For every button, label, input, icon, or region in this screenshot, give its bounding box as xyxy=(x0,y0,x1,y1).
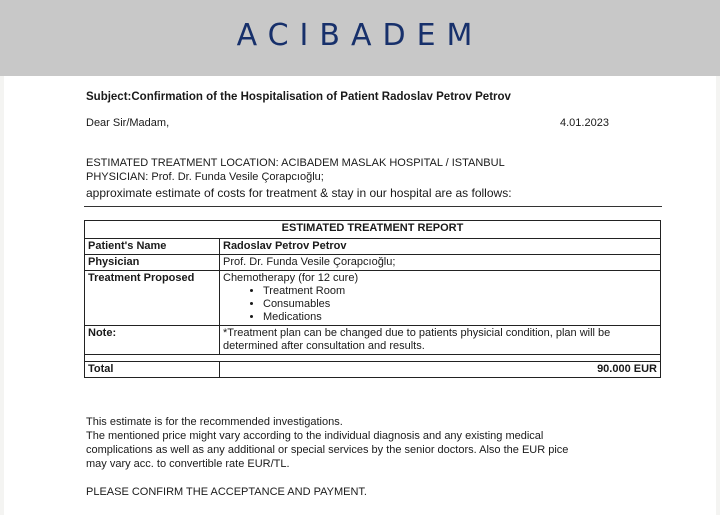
treatment-items-list xyxy=(223,285,657,324)
note-line-2: determined after consultation and results. xyxy=(223,340,425,352)
footer-line-3: complications as well as any additional or special services by the senior doctors. Also the EUR pice xyxy=(86,444,569,456)
treatment-cell xyxy=(220,271,661,326)
treatment-report-table xyxy=(84,220,661,378)
patient-name-label: Patient's Name xyxy=(85,239,220,255)
total-label: Total xyxy=(85,362,220,378)
list-item: • Consumables xyxy=(263,298,657,311)
treatment-label: Treatment Proposed xyxy=(85,271,220,326)
note-cell xyxy=(220,326,661,355)
footer-line-1: This estimate is for the recommended investigations. xyxy=(86,416,343,428)
greeting: Dear Sir/Madam, xyxy=(86,117,170,129)
total-value: 90.000 EUR xyxy=(220,362,661,378)
note-line-1: *Treatment plan can be changed due to patients physicial condition, plan will be xyxy=(223,327,611,339)
table-row xyxy=(85,362,661,378)
acibadem-logo: ACIBADEM xyxy=(236,18,484,53)
footer-line-4: may vary acc. to convertible rate EUR/TL. xyxy=(86,458,290,470)
list-item: • Treatment Room xyxy=(263,285,657,298)
subject-line: Subject:Confirmation of the Hospitalisation of Patient Radoslav Petrov Petrov xyxy=(86,91,511,103)
list-item: • Medications xyxy=(263,311,657,324)
note-label: Note: xyxy=(85,326,220,355)
footer-line-2: The mentioned price might vary according to the individual diagnosis and any existing medical xyxy=(86,430,544,442)
patient-name-value: Radoslav Petrov Petrov xyxy=(220,239,661,255)
treatment-location: ESTIMATED TREATMENT LOCATION: ACIBADEM MASLAK HOSPITAL / ISTANBUL xyxy=(86,157,505,169)
table-row xyxy=(85,255,661,271)
table-row xyxy=(85,221,661,239)
footer-confirmation: PLEASE CONFIRM THE ACCEPTANCE AND PAYMENT. xyxy=(86,486,367,498)
table-row xyxy=(85,271,661,326)
physician-value: Prof. Dr. Funda Vesile Çorapcıoğlu; xyxy=(220,255,661,271)
table-spacer xyxy=(85,355,661,362)
divider xyxy=(84,206,662,207)
table-row xyxy=(85,326,661,355)
report-title: ESTIMATED TREATMENT REPORT xyxy=(85,221,661,239)
letter-date: 4.01.2023 xyxy=(560,117,609,129)
physician-line: PHYSICIAN: Prof. Dr. Funda Vesile Çorapcıoğlu; xyxy=(86,171,324,183)
estimate-intro: approximate estimate of costs for treatment & stay in our hospital are as follows: xyxy=(86,186,512,200)
header-banner xyxy=(0,0,720,76)
table-row xyxy=(85,239,661,255)
physician-label: Physician xyxy=(85,255,220,271)
treatment-value: Chemotherapy (for 12 cure) xyxy=(223,272,359,284)
